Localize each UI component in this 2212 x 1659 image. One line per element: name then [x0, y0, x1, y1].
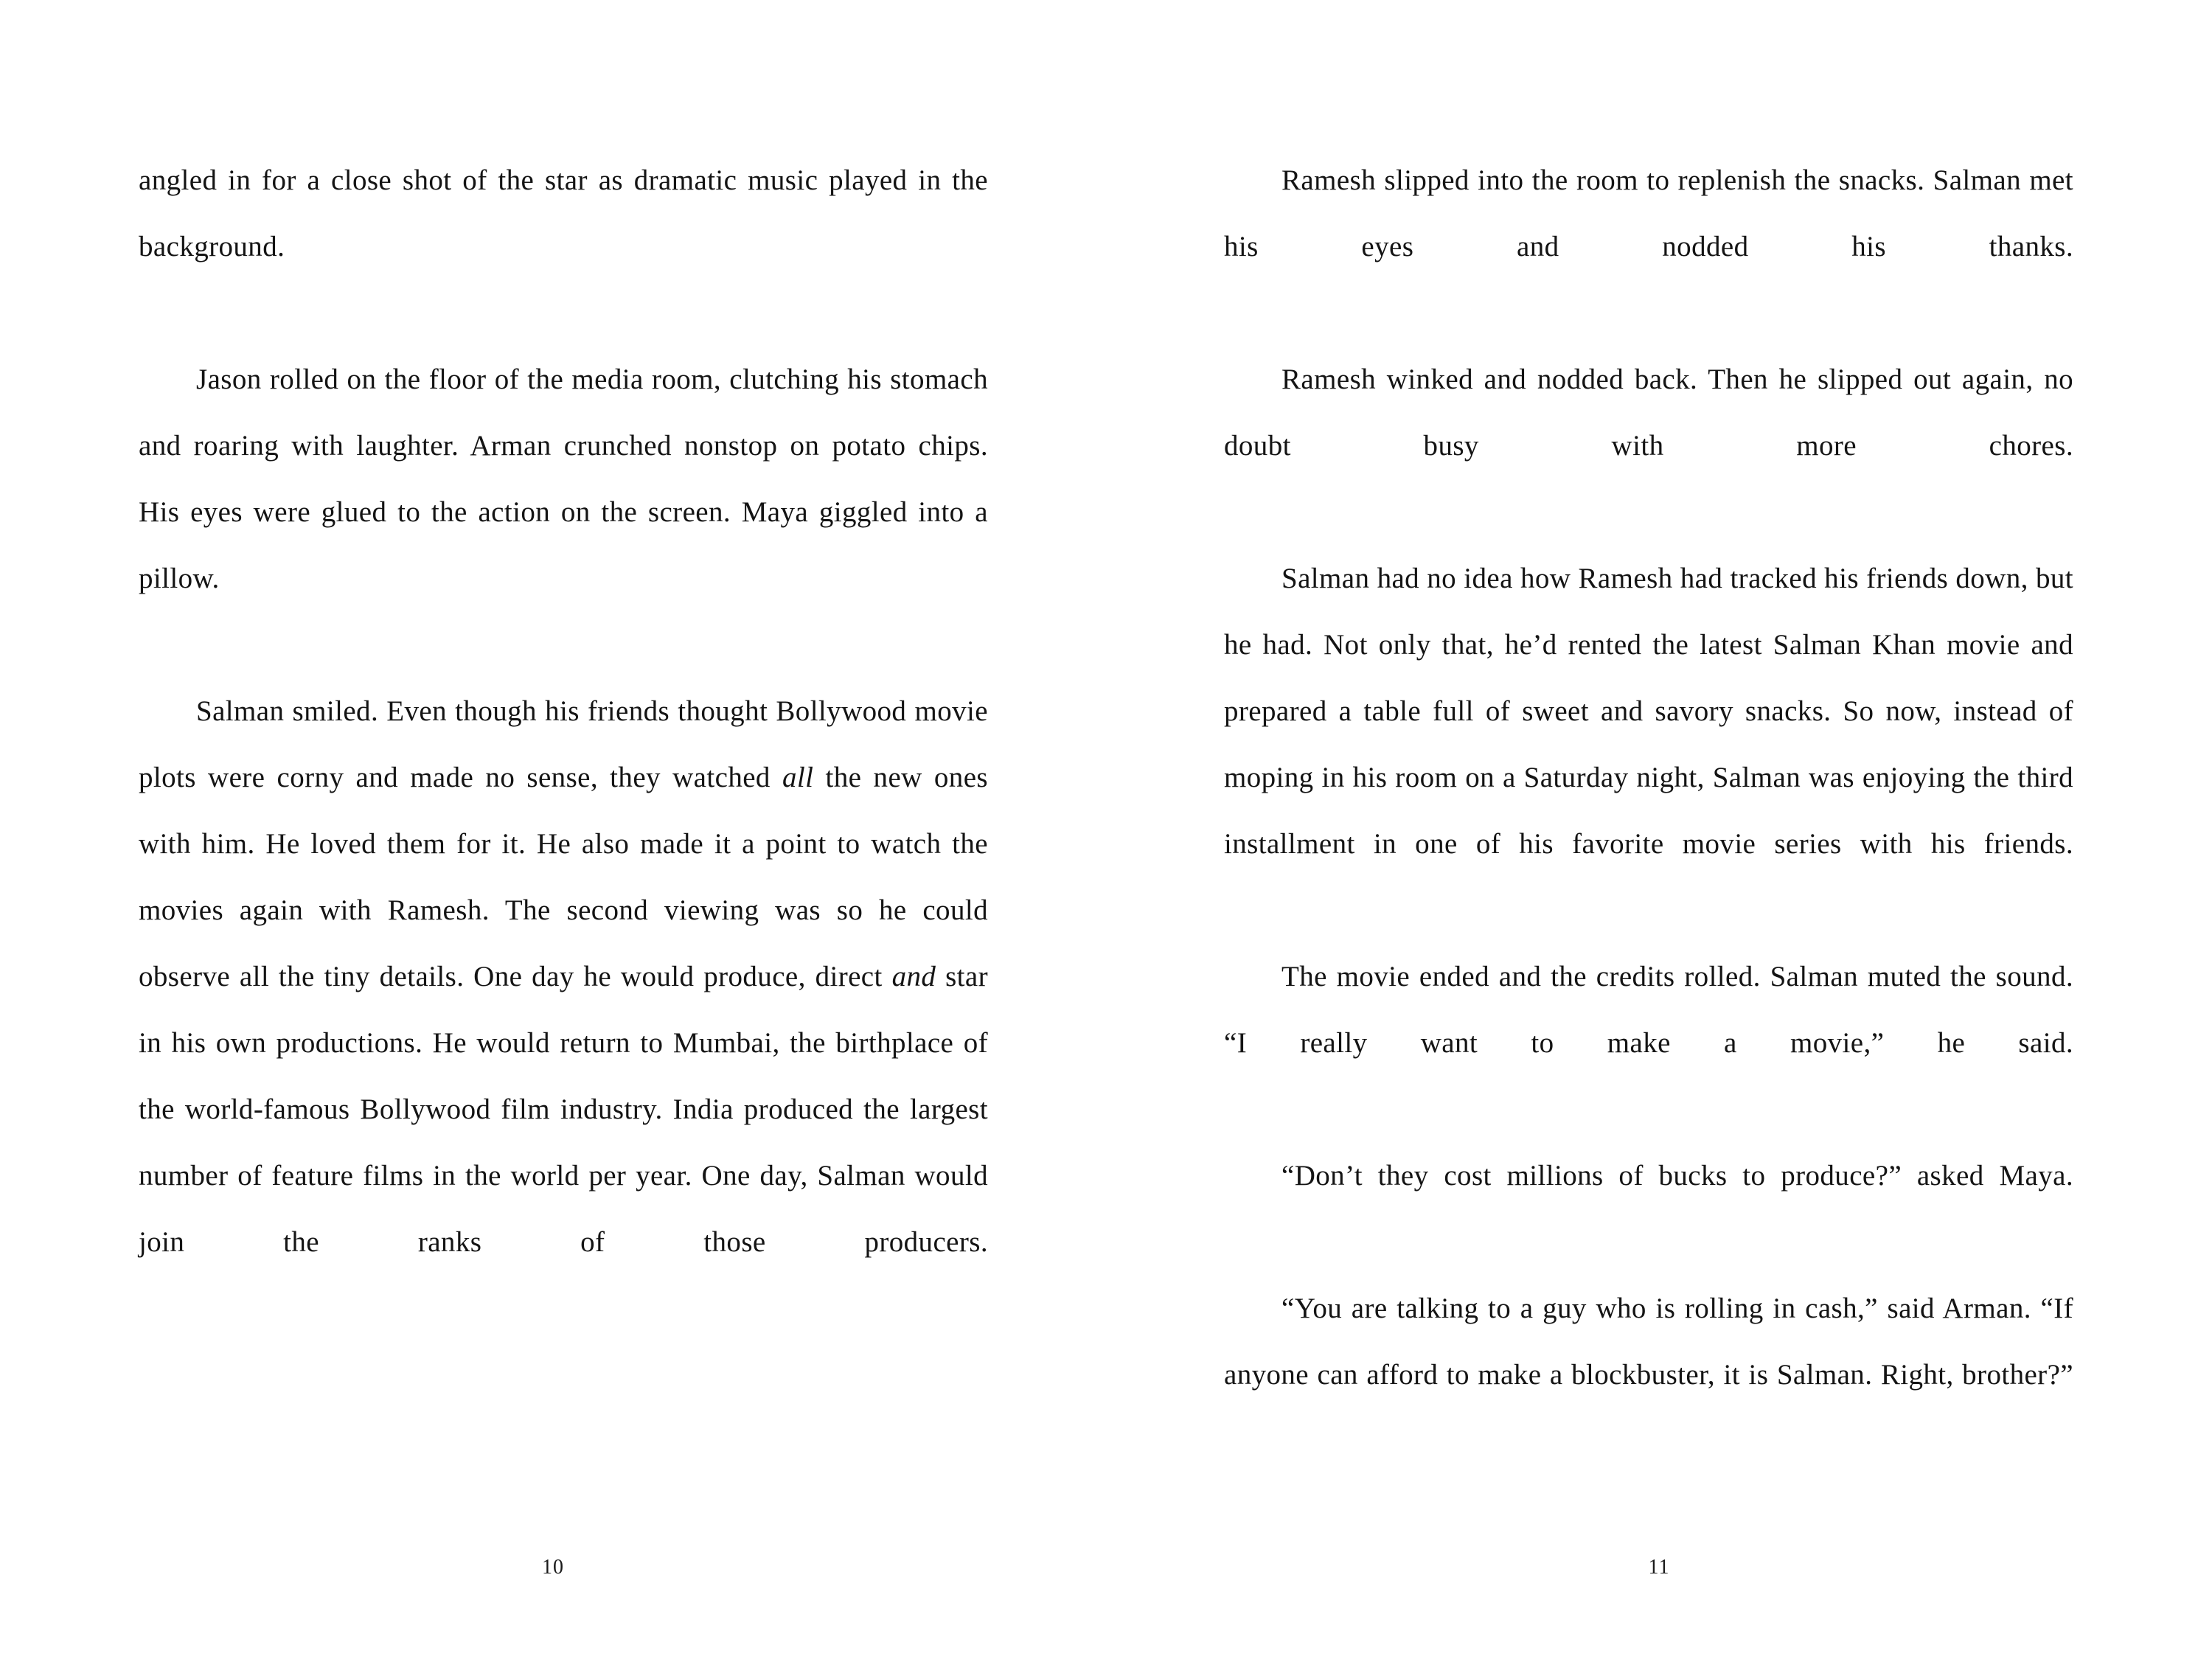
paragraph: [1224, 147, 2073, 347]
text-run: the new ones with him. He loved them for it. He also made it a point to watch the movies again with Ramesh. The second viewing was so he could observe all the tiny details. One day he would produce, direct: [139, 762, 988, 992]
body-text-right: [1224, 147, 2073, 1475]
emphasis-text: and: [891, 961, 936, 992]
paragraph: [139, 147, 988, 347]
paragraph: [1224, 1276, 2073, 1475]
text-run: “Don’t they cost millions of bucks to produce?” asked Maya.: [1281, 1160, 2073, 1192]
page-number-right: 11: [1648, 1556, 1670, 1579]
page-number-left: 10: [542, 1556, 564, 1579]
emphasis-text: all: [782, 762, 814, 793]
text-run: The movie ended and the credits rolled. Salman muted the sound. “I really want to make a movie,” he said.: [1224, 961, 2073, 1059]
paragraph: [1224, 944, 2073, 1143]
text-run: Ramesh winked and nodded back. Then he slipped out again, no doubt busy with more chores.: [1224, 364, 2073, 462]
text-run: “You are talking to a guy who is rolling in cash,” said Arman. “If anyone can afford to make a blockbuster, it is Salman. Right, brother?”: [1224, 1293, 2073, 1391]
page-right: [1106, 0, 2212, 1659]
text-run: Salman smiled. Even though his friends thought Bollywood movie plots were corny and made no sense, they watched: [139, 695, 988, 793]
text-run: Salman had no idea how Ramesh had tracked his friends down, but he had. Not only that, he’d rented the latest Salman Khan movie and prepared a table full of sweet and savory snacks. So now, instead of moping in his room on a Saturday night, Salman was enjoying the third installment in one of his favorite movie series with his friends.: [1224, 563, 2073, 860]
paragraph: [1224, 347, 2073, 546]
text-run: Ramesh slipped into the room to replenish the snacks. Salman met his eyes and nodded his thanks.: [1224, 164, 2073, 262]
text-run: angled in for a close shot of the star as dramatic music played in the background.: [139, 164, 988, 262]
text-run: Jason rolled on the floor of the media room, clutching his stomach and roaring with laughter. Arman crunched nonstop on potato chips. His eyes were glued to the action on the screen. Maya giggled into a pillow.: [139, 364, 988, 594]
paragraph: [1224, 546, 2073, 944]
text-run: star in his own productions. He would return to Mumbai, the birthplace of the world-famous Bollywood film industry. India produced the largest number of feature films in the world per year. One day, Salman would join the ranks of those producers.: [139, 961, 989, 1258]
paragraph: [1224, 1143, 2073, 1276]
paragraph: [139, 678, 988, 1342]
paragraph: [139, 347, 988, 678]
body-text-left: [139, 147, 988, 1342]
